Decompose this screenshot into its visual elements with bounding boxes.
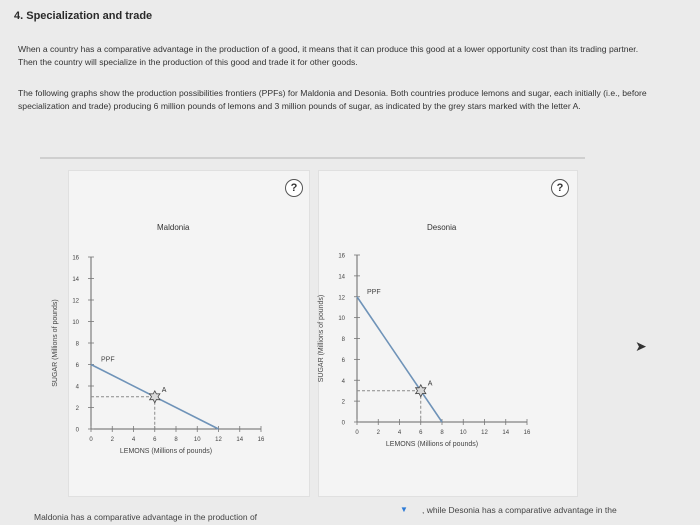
section-title: 4. Specialization and trade [14,10,153,22]
desonia-chart[interactable] [319,171,577,496]
x-tick-label: 4 [397,430,402,436]
x-tick-label: 16 [257,437,265,443]
y-tick-label: 0 [75,427,79,434]
y-tick-label: 10 [338,316,345,323]
y-tick-label: 0 [341,420,345,427]
dropdown-arrow-icon[interactable]: ▼ [400,505,408,514]
y-tick-label: 16 [338,253,345,260]
ppf-label: PPF [101,356,115,364]
y-tick-label: 12 [72,298,79,305]
y-axis-label: SUGAR (Millions of pounds) [52,299,59,387]
point-a-star-icon [150,391,160,403]
x-tick-label: 6 [153,437,157,443]
desonia-panel [318,170,578,497]
answer-sentence-right: , while Desonia has a comparative advantage in the [422,505,617,515]
maldonia-panel [52,170,310,497]
y-tick-label: 2 [341,399,345,406]
y-axis-label: SUGAR (Millions of pounds) [318,294,325,383]
x-tick-label: 2 [110,437,114,443]
ppf-line [357,297,442,422]
point-a-label: A [427,380,433,388]
x-tick-label: 0 [89,437,93,443]
y-tick-label: 14 [72,277,79,283]
y-tick-label: 2 [75,406,79,412]
y-tick-label: 6 [341,357,345,364]
help-icon[interactable]: ? [285,179,303,197]
y-tick-label: 4 [75,384,79,391]
x-axis-label: LEMONS (Millions of pounds) [119,448,213,455]
y-tick-label: 8 [75,341,79,348]
ppf-label: PPF [367,288,381,296]
x-tick-label: 10 [193,437,201,443]
help-icon[interactable]: ? [551,179,569,197]
y-tick-label: 6 [75,363,79,369]
y-tick-label: 14 [338,274,345,281]
divider [40,157,585,159]
intro-paragraph-1: When a country has a comparative advantage in the production of a good, it means that it can produce this good at a lower opportunity cost than its trading partner. Then the country will specialize in the production of this good and trade it for other goods. [18,44,639,67]
x-tick-label: 12 [481,430,488,436]
x-tick-label: 8 [440,430,444,436]
point-a-label: A [161,386,167,394]
x-tick-label: 2 [376,430,380,436]
x-tick-label: 16 [523,430,531,436]
x-tick-label: 4 [131,437,136,443]
chart-title: Maldonia [157,223,190,232]
chart-title: Desonia [427,223,457,232]
intro-paragraph-2: The following graphs show the production possibilities frontiers (PPFs) for Maldonia and Desonia. Both countries produce lemons and sugar, each initially (i.e., before specialization and trade) producing 6 million pounds of lemons and 3 million pounds of sugar, as indicated by the grey stars marked with the letter A. [18,88,647,111]
x-tick-label: 12 [215,437,222,443]
x-tick-label: 0 [355,430,359,436]
y-tick-label: 8 [341,337,345,343]
x-tick-label: 14 [236,437,244,443]
x-tick-label: 8 [174,437,178,443]
x-tick-label: 10 [459,430,467,436]
x-axis-label: LEMONS (Millions of pounds) [385,441,479,448]
answer-sentence-left: Maldonia has a comparative advantage in the production of [34,512,258,522]
y-tick-label: 12 [338,295,345,302]
mouse-cursor-icon: ➤ [635,338,647,354]
y-tick-label: 4 [341,378,345,385]
maldonia-chart[interactable] [52,171,309,496]
y-tick-label: 10 [72,320,79,326]
y-tick-label: 16 [72,255,79,262]
x-tick-label: 6 [419,430,423,436]
x-tick-label: 14 [502,430,510,436]
